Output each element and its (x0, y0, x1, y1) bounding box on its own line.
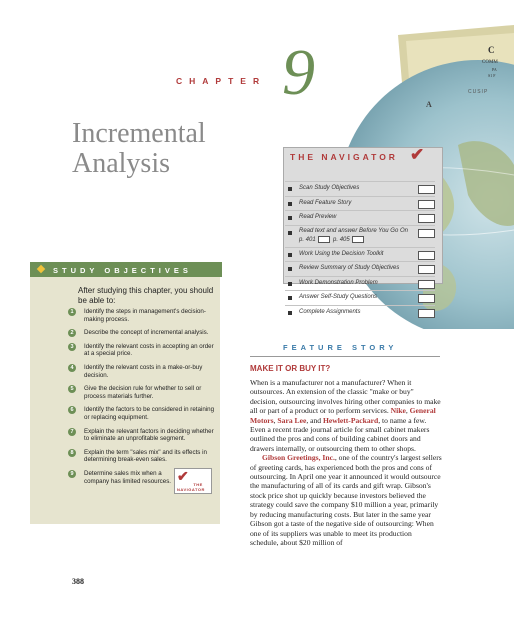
company-name: Hewlett-Packard (323, 415, 379, 425)
bullet-icon (288, 231, 292, 235)
feature-story-body (250, 378, 442, 547)
objective-item (68, 343, 218, 358)
checkbox[interactable] (418, 214, 435, 223)
navigator-item-label: Review Summary of Study Objectives (299, 265, 400, 271)
checkbox[interactable] (418, 309, 435, 318)
navigator-item-label: Answer Self-Study Questions (299, 294, 378, 300)
navigator-item-label: Read text and answer Before You Go On (299, 227, 408, 234)
text-run: When is a manufacturer not a manufacturer? When it outsources. An extension of the classic "make or buy" decision, outsourcing involves hiring other companies to make all or part of a product or to perform services. (250, 378, 441, 416)
navigator-list (285, 181, 435, 319)
bullet-icon (288, 296, 292, 300)
checkbox[interactable] (418, 294, 435, 303)
navigator-item (285, 210, 435, 225)
bullet-icon (288, 282, 292, 286)
navigator-item (285, 247, 435, 262)
navigator-item-label: Scan Study Objectives (299, 185, 360, 191)
objective-text: Explain the relevant factors in deciding whether to eliminate an unprofitable segment. (84, 427, 214, 443)
navigator-logo-line-1: THE (193, 482, 203, 487)
checkbox[interactable] (352, 236, 364, 243)
page-number: 388 (72, 577, 84, 586)
objective-number: 3 (68, 343, 76, 351)
navigator-item-label: Work Using the Decision Toolkit (299, 250, 384, 257)
navigator-sub-page-1: p. 401 (299, 236, 316, 243)
objective-number: 2 (68, 329, 76, 337)
chapter-number: 9 (282, 36, 315, 109)
text-run: , (405, 406, 410, 416)
checkbox[interactable] (418, 251, 435, 260)
checkbox[interactable] (418, 200, 435, 209)
feature-story-headline: MAKE IT OR BUY IT? (250, 364, 331, 373)
objective-text: Identify the steps in management's decision-making process. (84, 308, 206, 323)
navigator-item (285, 225, 435, 247)
text-run: , one of the country's largest sellers of greeting cards, has experienced both the pros and cons of outsourcing. In April one year it announced it would outsource the manufacturing of all of its cards and gift wrap. Gibson's stock price shot up quickly because investors believed the strategy could save the company $10 million a year, primarily by reducing manufacturing costs. But later in the same year Gibson got a taste of the negative side of outsourcing: When one of its suppliers was unable to meet its production schedule, about $20 million of (250, 453, 442, 547)
bullet-icon (288, 202, 292, 206)
feature-story-paragraph-1 (250, 378, 442, 453)
bullet-icon (288, 187, 292, 191)
navigator-item (285, 181, 435, 196)
navigator-item (285, 196, 435, 211)
globe-text-4: S1 F (488, 73, 496, 78)
navigator-logo-text (177, 483, 205, 492)
objective-number: 4 (68, 364, 76, 372)
chapter-label: CHAPTER (176, 76, 267, 86)
checkbox[interactable] (418, 265, 435, 274)
navigator-check-icon: ✔ (410, 145, 425, 164)
navigator-logo-line-2: NAVIGATOR (177, 486, 205, 492)
bullet-icon (288, 267, 292, 271)
study-objectives-intro: After studying this chapter, you should be able to: (78, 286, 214, 305)
objective-text: Give the decision rule for whether to sell or process materials further. (84, 385, 202, 400)
objective-item (68, 406, 218, 421)
objective-item (68, 308, 218, 323)
navigator-title: THE NAVIGATOR (290, 152, 398, 162)
navigator-item (285, 276, 435, 291)
chapter-title-line-1: Incremental (72, 118, 206, 149)
check-icon: ✔ (177, 468, 189, 484)
objective-item (68, 364, 218, 379)
checkbox[interactable] (418, 185, 435, 194)
objective-text: Identify the relevant costs in accepting an order at a special price. (84, 342, 214, 358)
objective-text: Identify the relevant costs in a make-or-buy decision. (84, 363, 203, 379)
objective-item (68, 329, 218, 337)
navigator-logo (174, 468, 212, 494)
objective-text: Explain the term "sales mix" and its effects in determining break-even sales. (84, 448, 207, 464)
navigator-item (285, 261, 435, 276)
objective-number: 8 (68, 449, 76, 457)
navigator-sub-page-2: p. 405 (333, 236, 350, 243)
company-name: Gibson Greetings, Inc. (262, 453, 335, 463)
study-objectives-title: STUDY OBJECTIVES (53, 266, 192, 275)
navigator-item-label: Work Demonstration Problem (299, 279, 378, 286)
chapter-title-line-2: Analysis (72, 148, 170, 179)
checkbox[interactable] (418, 280, 435, 289)
objective-number: 7 (68, 428, 76, 436)
objective-item (68, 385, 218, 400)
objective-number: 5 (68, 385, 76, 393)
objective-item (68, 428, 218, 443)
chapter-title (72, 119, 206, 179)
divider (250, 356, 440, 357)
objective-number: 6 (68, 406, 76, 414)
globe-text-3: PA (492, 67, 497, 72)
navigator-item (285, 305, 435, 320)
text-run: , and (306, 415, 323, 425)
navigator-item (285, 290, 435, 305)
navigator-item-label: Read Preview (299, 214, 337, 220)
objective-item (68, 470, 184, 485)
objective-number: 1 (68, 308, 76, 316)
text-run: , (273, 415, 278, 425)
objective-text: Identify the factors to be considered in retaining or replacing equipment. (84, 406, 215, 421)
objective-text: Describe the concept of incremental analysis. (84, 329, 209, 337)
bullet-icon (288, 311, 292, 315)
objective-text: Determine sales mix when a company has limited resources. (84, 469, 172, 485)
globe-text-1: C (488, 45, 495, 55)
feature-story-paragraph-2 (250, 453, 442, 547)
text-run: , to name a few. Even a recent trade journal article for small cabinet makers outlined the pros and cons of building cabinet doors and drawers internally, or outsourcing them to other shops. (250, 415, 430, 453)
company-name: General Motors (250, 406, 436, 425)
company-name: Nike (390, 406, 406, 416)
checkbox[interactable] (318, 236, 330, 243)
navigator-item-label: Complete Assignments (299, 308, 361, 315)
globe-text-5: CUSIP (468, 89, 489, 95)
objective-number: 9 (68, 470, 76, 478)
checkbox[interactable] (418, 229, 435, 238)
feature-story-label: FEATURE STORY (283, 343, 398, 352)
study-objectives-list (68, 308, 218, 491)
globe-text-6: A (426, 100, 432, 109)
bullet-icon (288, 253, 292, 257)
bullet-icon (288, 216, 292, 220)
navigator-item-label: Read Feature Story (299, 199, 352, 206)
company-name: Sara Lee (277, 415, 307, 425)
objective-item (68, 449, 218, 464)
globe-text-2: COMM (482, 60, 498, 65)
